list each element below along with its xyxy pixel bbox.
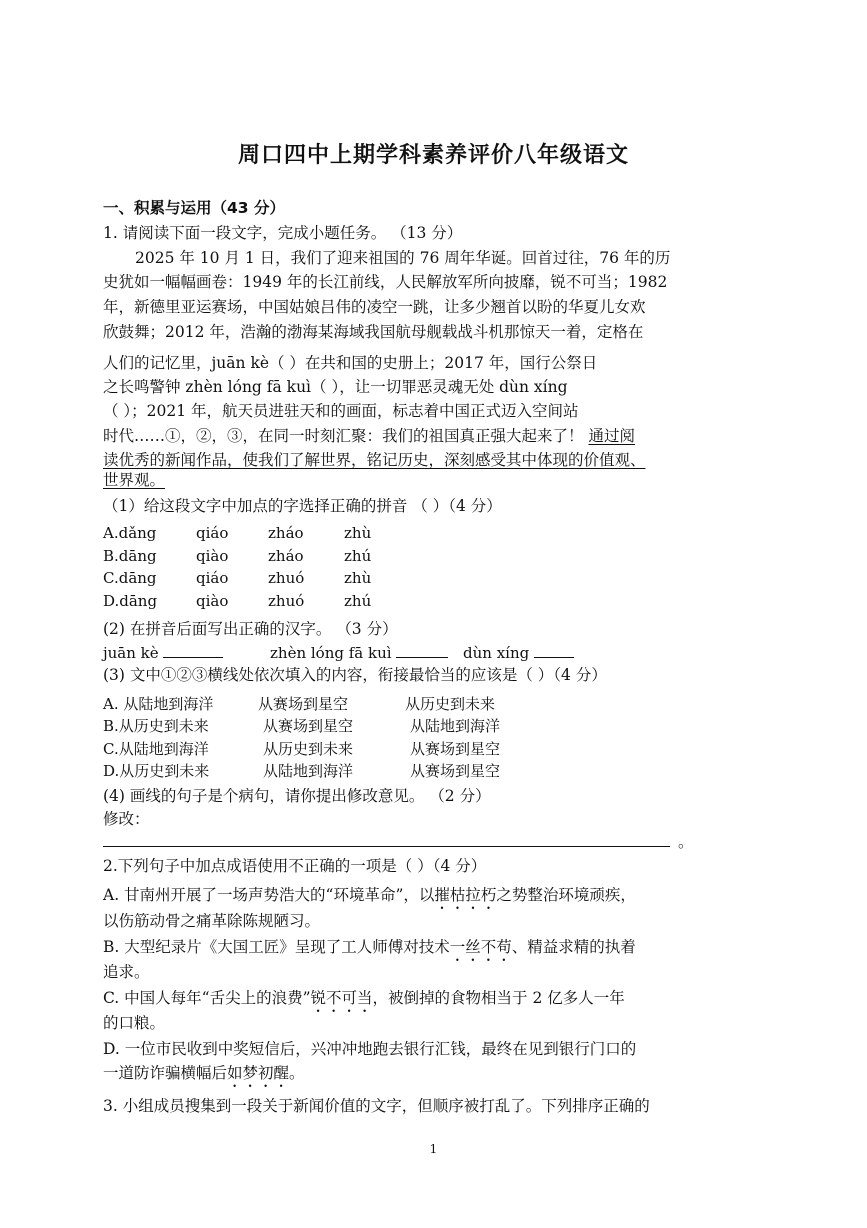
option-label: C.dāng (103, 569, 157, 587)
passage-line: 史犹如一幅幅画卷：1949 年的长江前线，人民解放军所向披靡，锐不可当；1982 (103, 273, 668, 291)
option-label: B.dāng (103, 547, 157, 565)
sub-question-3: (3) 文中①②③横线处依次填入的内容，衔接最恰当的应该是（ ）（4 分） (103, 666, 607, 684)
option-value: 从赛场到星空 (410, 762, 501, 780)
passage-line: 人们的记忆里，juān kè（ ）在共和国的史册上；2017 年，国行公祭日 (103, 354, 598, 372)
option-value: zháo (268, 547, 304, 565)
option-value: 从赛场到星空 (263, 717, 354, 735)
q2-option-b (103, 937, 636, 965)
option-value: zhú (344, 547, 372, 565)
pinyin-prompt: zhèn lóng fā kuì (270, 644, 392, 662)
answer-blank[interactable] (534, 643, 574, 658)
option-value: qiào (196, 592, 229, 610)
option-text: 之势整治环境顽疾， (496, 886, 636, 904)
revision-label: 修改： (103, 810, 150, 828)
option-value: 从历史到未来 (263, 740, 354, 758)
page-title: 周口四中上期学科素养评价八年级语文 (237, 143, 629, 168)
sub-question-1: （1）给这段文字中加点的字选择正确的拼音 （ ）（4 分） (103, 497, 502, 515)
underlined-sentence: 读优秀的新闻作品，使我们了解世界，铭记历史，深刻感受其中体现的价值观、 (103, 451, 646, 469)
option-value: 从陆地到海洋 (410, 717, 501, 735)
sub-question-4: (4) 画线的句子是个病句，请你提出修改意见。 （2 分） (103, 787, 491, 805)
q2-option-d-cont (103, 1063, 305, 1091)
option-value: zhù (344, 524, 372, 542)
option-label: A. 从陆地到海洋 (103, 695, 214, 713)
option-label: C.从陆地到海洋 (103, 740, 209, 758)
option-value: qiáo (196, 524, 229, 542)
answer-blank[interactable] (396, 643, 448, 658)
option-value: 从历史到未来 (405, 695, 496, 713)
section-heading: 一、积累与运用（43 分） (103, 199, 285, 217)
dotted-idiom: 锐不可当 (310, 989, 373, 1007)
passage-text: 时代……①，②，③，在同一时刻汇聚：我们的祖国真正强大起来了！ (103, 427, 584, 445)
passage-line: 欣鼓舞；2012 年，浩瀚的渤海某海域我国航母舰载战斗机那惊天一着，定格在 (103, 323, 644, 341)
dotted-idiom: 如梦初醒 (227, 1064, 290, 1082)
q2-option-c (103, 988, 625, 1016)
passage-line (103, 426, 635, 446)
option-label: D.从历史到未来 (103, 762, 210, 780)
option-text: 。 (289, 1064, 305, 1082)
option-value: zhuó (268, 592, 305, 610)
option-text: C. 中国人每年“舌尖上的浪费” (103, 989, 311, 1007)
pinyin-answer-item (463, 643, 574, 662)
passage-line: （ ）；2021 年，航天员进驻天和的画面，标志着中国正式迈入空间站 (103, 402, 579, 420)
dotted-idiom: 摧枯拉朽 (434, 886, 497, 904)
option-value: qiáo (196, 569, 229, 587)
answer-line[interactable] (103, 846, 670, 847)
option-text: B. 大型纪录片《大国工匠》呈现了工人师傅对技术 (103, 938, 450, 956)
option-value: zhuó (268, 569, 305, 587)
page-number: 1 (429, 1142, 438, 1156)
underlined-sentence: 世界观。 (103, 471, 166, 489)
passage-line: 2025 年 10 月 1 日，我们了迎来祖国的 76 周年华诞。回首过往，76 年的历 (135, 249, 671, 267)
option-value: zháo (268, 524, 304, 542)
q2-option-a-cont: 以伤筋动骨之痛革除陈规陋习。 (103, 912, 321, 930)
option-text: 、精益求精的执着 (511, 938, 636, 956)
question-1-stem: 1. 请阅读下面一段文字，完成小题任务。 （13 分） (103, 224, 463, 242)
pinyin-answer-item (103, 643, 223, 662)
option-value: 从赛场到星空 (258, 695, 349, 713)
option-value: zhú (344, 592, 372, 610)
option-text: A. 甘南州开展了一场声势浩大的“环境革命”，以 (103, 886, 435, 904)
q2-option-b-cont: 追求。 (103, 963, 150, 981)
option-value: zhù (344, 569, 372, 587)
question-2-stem: 2.下列句子中加点成语使用不正确的一项是（ ）（4 分） (103, 857, 487, 875)
pinyin-prompt: juān kè (103, 644, 159, 662)
passage-line: 年，新德里亚运赛场，中国姑娘吕伟的凌空一跳，让多少翘首以盼的华夏儿女欢 (103, 298, 646, 316)
passage-line: 之长鸣警钟 zhèn lóng fā kuì（ ），让一切罪恶灵魂无处 dùn xíng (103, 378, 568, 396)
sub-question-2: (2) 在拼音后面写出正确的汉字。 （3 分） (103, 620, 398, 638)
underlined-sentence: 通过阅 (588, 427, 635, 445)
dotted-idiom: 一丝不苟 (449, 938, 512, 956)
question-3-stem: 3. 小组成员搜集到一段关于新闻价值的文字，但顺序被打乱了。下列排序正确的 (103, 1097, 650, 1115)
end-mark: 。 (678, 833, 694, 851)
pinyin-prompt: dùn xíng (463, 644, 530, 662)
option-text: 一道防诈骗横幅后 (103, 1064, 228, 1082)
answer-blank[interactable] (163, 643, 223, 658)
q2-option-d: D. 一位市民收到中奖短信后，兴冲冲地跑去银行汇钱，最终在见到银行门口的 (103, 1040, 637, 1058)
option-value: 从陆地到海洋 (263, 762, 354, 780)
pinyin-answer-item (270, 643, 448, 662)
option-value: 从赛场到星空 (410, 740, 501, 758)
q2-option-a (103, 885, 636, 913)
option-label: D.dāng (103, 592, 158, 610)
option-label: B.从历史到未来 (103, 717, 209, 735)
option-label: A.dǎng (103, 524, 157, 542)
q2-option-c-cont: 的口粮。 (103, 1014, 166, 1032)
option-value: qiào (196, 547, 229, 565)
option-text: ，被倒掉的食物相当于 2 亿多人一年 (372, 989, 625, 1007)
